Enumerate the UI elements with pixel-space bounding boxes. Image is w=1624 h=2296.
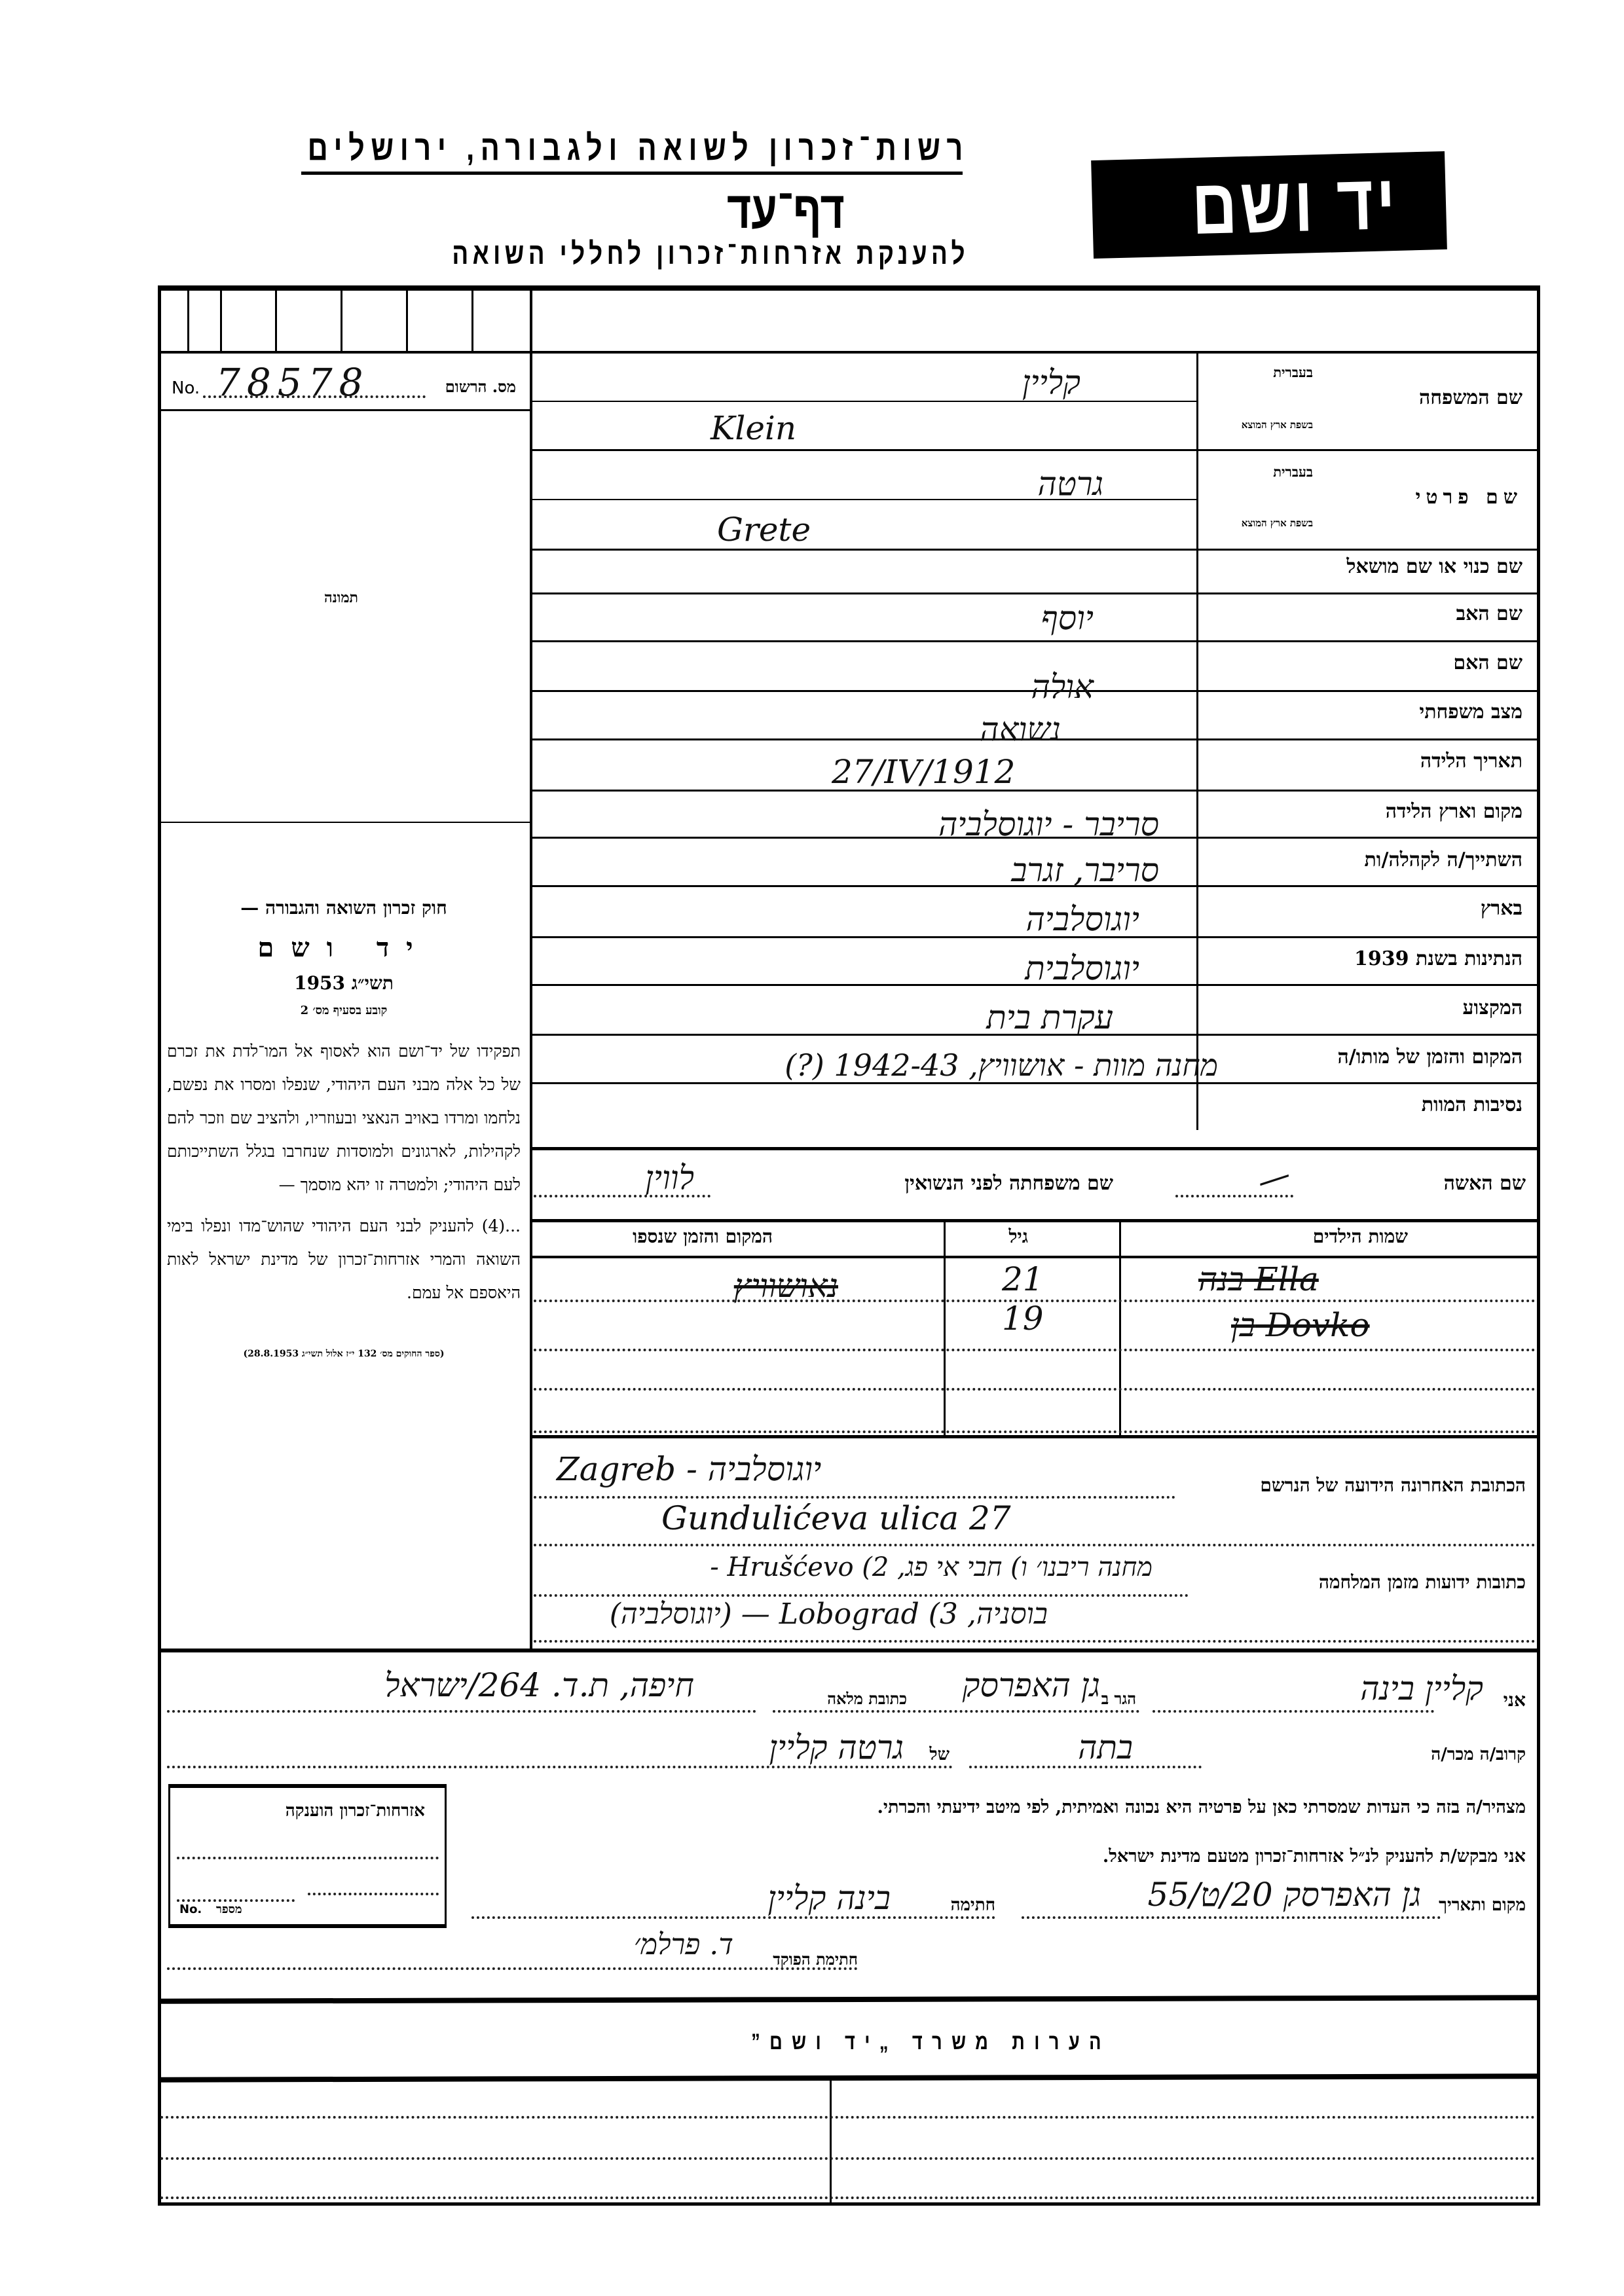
registration-label: מס. הרשום <box>445 377 516 396</box>
declaration-text: מצהיר/ה בזה כי העדות שמסרתי כאן על פרטיה היא נכונה ואמיתית, לפי מיטב ידיעתי והכרתי. <box>877 1797 1526 1817</box>
children-age-header: גיל <box>1008 1226 1028 1247</box>
family-name-label: שם המשפחה <box>1418 386 1522 409</box>
submitter-i-label: אני <box>1503 1689 1526 1711</box>
row-line <box>530 549 1540 551</box>
certificate-box <box>168 1784 447 1928</box>
cell-divider <box>406 285 408 351</box>
cell-divider <box>220 285 222 351</box>
photo-label: תמונה <box>324 589 358 606</box>
submitter-line <box>1153 1710 1434 1713</box>
submitter-top-line <box>158 1649 1540 1652</box>
law-title: חוק זכרון השואה והגבורה — <box>240 897 447 919</box>
child-name[interactable]: בנה Ella <box>1198 1260 1319 1298</box>
cell-divider <box>187 285 189 351</box>
of-name-value[interactable]: גרטה קליין <box>769 1728 904 1766</box>
children-names-header: שמות הילדים <box>1312 1226 1408 1247</box>
maiden-name-label: שם משפחתה לפני הנשואין <box>904 1172 1113 1195</box>
page-title: דף־עד <box>727 181 845 239</box>
address-line <box>534 1544 1536 1546</box>
registration-divider <box>158 409 530 411</box>
address-line <box>534 1640 1536 1643</box>
given-name-local-value[interactable]: Grete <box>717 511 811 549</box>
submitter-resident[interactable]: גן האפרסק <box>962 1666 1100 1704</box>
submitter-address[interactable]: חיפה, ת.ד. 264/ישראל <box>384 1666 694 1704</box>
law-source: (ספר החוקים מס׳ 132 י״ז אלול תשי״ג 28.8.1953) <box>243 1349 445 1359</box>
left-column-divider <box>530 285 532 1650</box>
last-address-label: הכתובת האחרונה הידועה של הנרשם <box>1260 1474 1526 1496</box>
birth-date-value[interactable]: 27/IV/1912 <box>832 753 1016 791</box>
given-name-local-label: בשפת ארץ המוצא <box>1241 517 1313 529</box>
children-place-header: המקום והזמן שנספו <box>633 1226 773 1247</box>
registration-number[interactable]: 78578 <box>216 360 370 405</box>
birth-date-label: תאריך הלידה <box>1420 750 1522 773</box>
notes-line[interactable] <box>160 2196 1536 2199</box>
place-date-value[interactable]: גן האפרסק 20/ט/55 <box>1147 1876 1421 1914</box>
country-value[interactable]: יוגוסלביה <box>1025 900 1139 938</box>
profession-label: המקצוע <box>1462 996 1522 1019</box>
address-line <box>534 1594 1189 1597</box>
row-line <box>530 592 1540 594</box>
children-top-line <box>530 1219 1540 1222</box>
top-row-divider <box>158 351 1540 354</box>
maiden-name-value[interactable]: לווין <box>645 1159 694 1197</box>
citizenship-1939-value[interactable]: יוגוסלבית <box>1025 949 1139 987</box>
certificate-line <box>177 1857 439 1859</box>
birth-place-label: מקום וארץ הלידה <box>1385 800 1522 823</box>
community-label: השתייך/ה לקהלה/ות <box>1364 848 1522 871</box>
family-name-local-value[interactable]: Klein <box>710 409 797 447</box>
children-col-divider <box>944 1219 946 1435</box>
given-name-label: שם פרטי <box>1415 486 1522 509</box>
last-address-line-1[interactable]: Zagreb - יוגוסלביה <box>557 1450 822 1488</box>
profession-value[interactable]: עקרת בית <box>986 998 1113 1036</box>
mother-name-label: שם האם <box>1453 651 1522 674</box>
cell-divider <box>341 285 342 351</box>
citizenship-1939-label: הנתינות בשנת 1939 <box>1354 947 1522 970</box>
row-subline <box>530 401 1196 402</box>
mother-name-value[interactable]: אולה <box>1031 668 1094 706</box>
place-date-label: מקום ותאריך <box>1439 1895 1526 1915</box>
logo-text: יד ושם <box>1190 157 1400 251</box>
submitter-line <box>773 1710 1139 1713</box>
resident-label: הגר ב <box>1101 1689 1136 1708</box>
given-name-hebrew-label: בעברית <box>1273 464 1313 480</box>
signature-label: חתימה <box>950 1895 995 1915</box>
certificate-title: אזרחות־זכרון הוענקה <box>285 1801 425 1821</box>
label-column-divider <box>1196 351 1198 1130</box>
registration-dotted-line <box>203 395 426 398</box>
father-name-label: שם האב <box>1456 602 1522 625</box>
certificate-no-label: No. <box>179 1903 202 1916</box>
country-label: בארץ <box>1480 897 1522 920</box>
certificate-line <box>308 1893 439 1895</box>
yad-vashem-logo <box>1091 151 1447 259</box>
photo-divider <box>158 822 530 823</box>
officer-signature-label: חתימת הפוקד <box>773 1950 858 1969</box>
community-value[interactable]: סריבר, זגרב <box>1011 851 1159 889</box>
submitter-line <box>1022 1916 1441 1919</box>
full-address-label: כתובת מלאה <box>827 1689 907 1708</box>
submitter-line <box>167 1710 756 1713</box>
father-name-value[interactable]: יוסף <box>1041 599 1094 637</box>
family-name-local-label: בשפת ארץ המוצא <box>1241 419 1313 431</box>
wartime-address-label: כתובות ידועות מזמן המלחמה <box>1318 1571 1526 1593</box>
child-age[interactable]: 19 <box>1002 1300 1044 1338</box>
children-header-line <box>530 1256 1540 1258</box>
spouse-top-line <box>530 1147 1540 1150</box>
relation-value[interactable]: בתה <box>1078 1728 1133 1766</box>
relative-label: קרוב/ה מכר/ה <box>1431 1745 1526 1764</box>
of-label: של <box>929 1745 950 1764</box>
nickname-label: שם כנוי או שם מושאל <box>1346 555 1522 578</box>
children-row-line <box>534 1388 1536 1391</box>
notes-col-divider <box>830 2079 832 2206</box>
family-name-hebrew-value[interactable]: קליין <box>1022 363 1080 401</box>
children-col-divider <box>1119 1219 1121 1435</box>
submitter-name[interactable]: קליין בינה <box>1360 1669 1483 1707</box>
certificate-line <box>177 1899 295 1902</box>
marital-status-label: מצב משפחתי <box>1419 701 1522 723</box>
birth-place-value[interactable]: סריבר - יוגוסלביה <box>938 805 1159 843</box>
spouse-value[interactable]: — <box>1252 1154 1295 1201</box>
certificate-no-label-he: מספר <box>216 1903 242 1916</box>
wartime-address-line-1[interactable]: מחנה ריבנו׳ ו) חבי אי פג, 2) Hrušćevo - <box>710 1552 1153 1582</box>
law-text-1: תפקידו של יד־ושם הוא לאסוף אל המו־לדת את זכרם של כל אלה מבני העם היהודי, שנפלו ומסרו את נפשם, נלחמו ומרדו באויב הנאצי ובעוזריו, ולהציב שם וזכר להם לקהילות, לארגונים ולמוסדות שנחרבו בגלל השתייכותם לעם היהודי; ולמטרה זו יהא מוסמך — <box>167 1042 521 1194</box>
authority-title: רשות־זכרון לשואה ולגבורה, ירושלים <box>307 128 969 168</box>
address-top-line <box>530 1435 1540 1438</box>
notes-line[interactable] <box>160 2157 1536 2160</box>
law-clause: קובע בסעיף מס׳ 2 <box>300 1004 388 1017</box>
law-text-2: ...(4) להעניק לבני העם היהודי שהוש־מדו ונפלו בימי השואה והמרי אזרחות־זכרון של מדינת ישראל לאות היאספם אל עמם. <box>167 1216 521 1302</box>
registration-row <box>164 360 524 406</box>
request-text: אני מבקש/ת להעניק לנ״ל אזרחות־זכרון מטעם מדינת ישראל. <box>1102 1846 1526 1867</box>
address-line <box>534 1496 1175 1499</box>
page-subtitle: להענקת אזרחות־זכרון לחללי השואה <box>452 236 969 270</box>
officer-signature[interactable]: ד. פרלמ׳ <box>633 1928 733 1961</box>
death-circumstances-label: נסיבות המוות <box>1421 1093 1522 1116</box>
law-year: תשי״ג 1953 <box>294 972 394 994</box>
given-name-hebrew-value[interactable]: גרטה <box>1037 465 1103 503</box>
submitter-line <box>167 1967 858 1970</box>
death-place-time-label: המקום והזמן של מותו/ה <box>1337 1046 1522 1068</box>
children-row-line <box>534 1349 1536 1351</box>
submitter-line <box>471 1916 995 1919</box>
row-line <box>530 790 1540 792</box>
death-place-time-value[interactable]: מחנה מוות - אושוויץ, 1942-43 (?) <box>784 1048 1218 1083</box>
spouse-label: שם האשה <box>1443 1172 1526 1195</box>
child-name[interactable]: בן Dovko <box>1231 1306 1370 1344</box>
child-age[interactable]: 21 <box>1002 1260 1044 1298</box>
notes-line[interactable] <box>160 2116 1536 2119</box>
row-line <box>530 449 1540 451</box>
header-underline <box>301 172 963 175</box>
marital-status-value[interactable]: נשואה <box>980 710 1061 748</box>
children-row-line <box>534 1430 1536 1433</box>
submitter-signature[interactable]: בינה קליין <box>767 1879 891 1917</box>
office-notes-title: הערות משרד „יד ושם” <box>751 2030 1111 2054</box>
cell-divider <box>471 285 473 351</box>
cell-divider <box>275 285 277 351</box>
law-block <box>167 897 521 1360</box>
child-place[interactable]: נאושוויץ <box>733 1267 838 1305</box>
registration-no-label: No. <box>172 378 200 398</box>
family-name-hebrew-label: בעברית <box>1273 364 1313 380</box>
row-line <box>530 640 1540 642</box>
wartime-address-line-2[interactable]: בוסניה, 3) Lobograd — (יוגוסלביה) <box>609 1597 1048 1631</box>
last-address-line-2[interactable]: Gundulićeva ulica 27 <box>661 1499 1011 1537</box>
law-name: יד ושם <box>257 932 430 963</box>
